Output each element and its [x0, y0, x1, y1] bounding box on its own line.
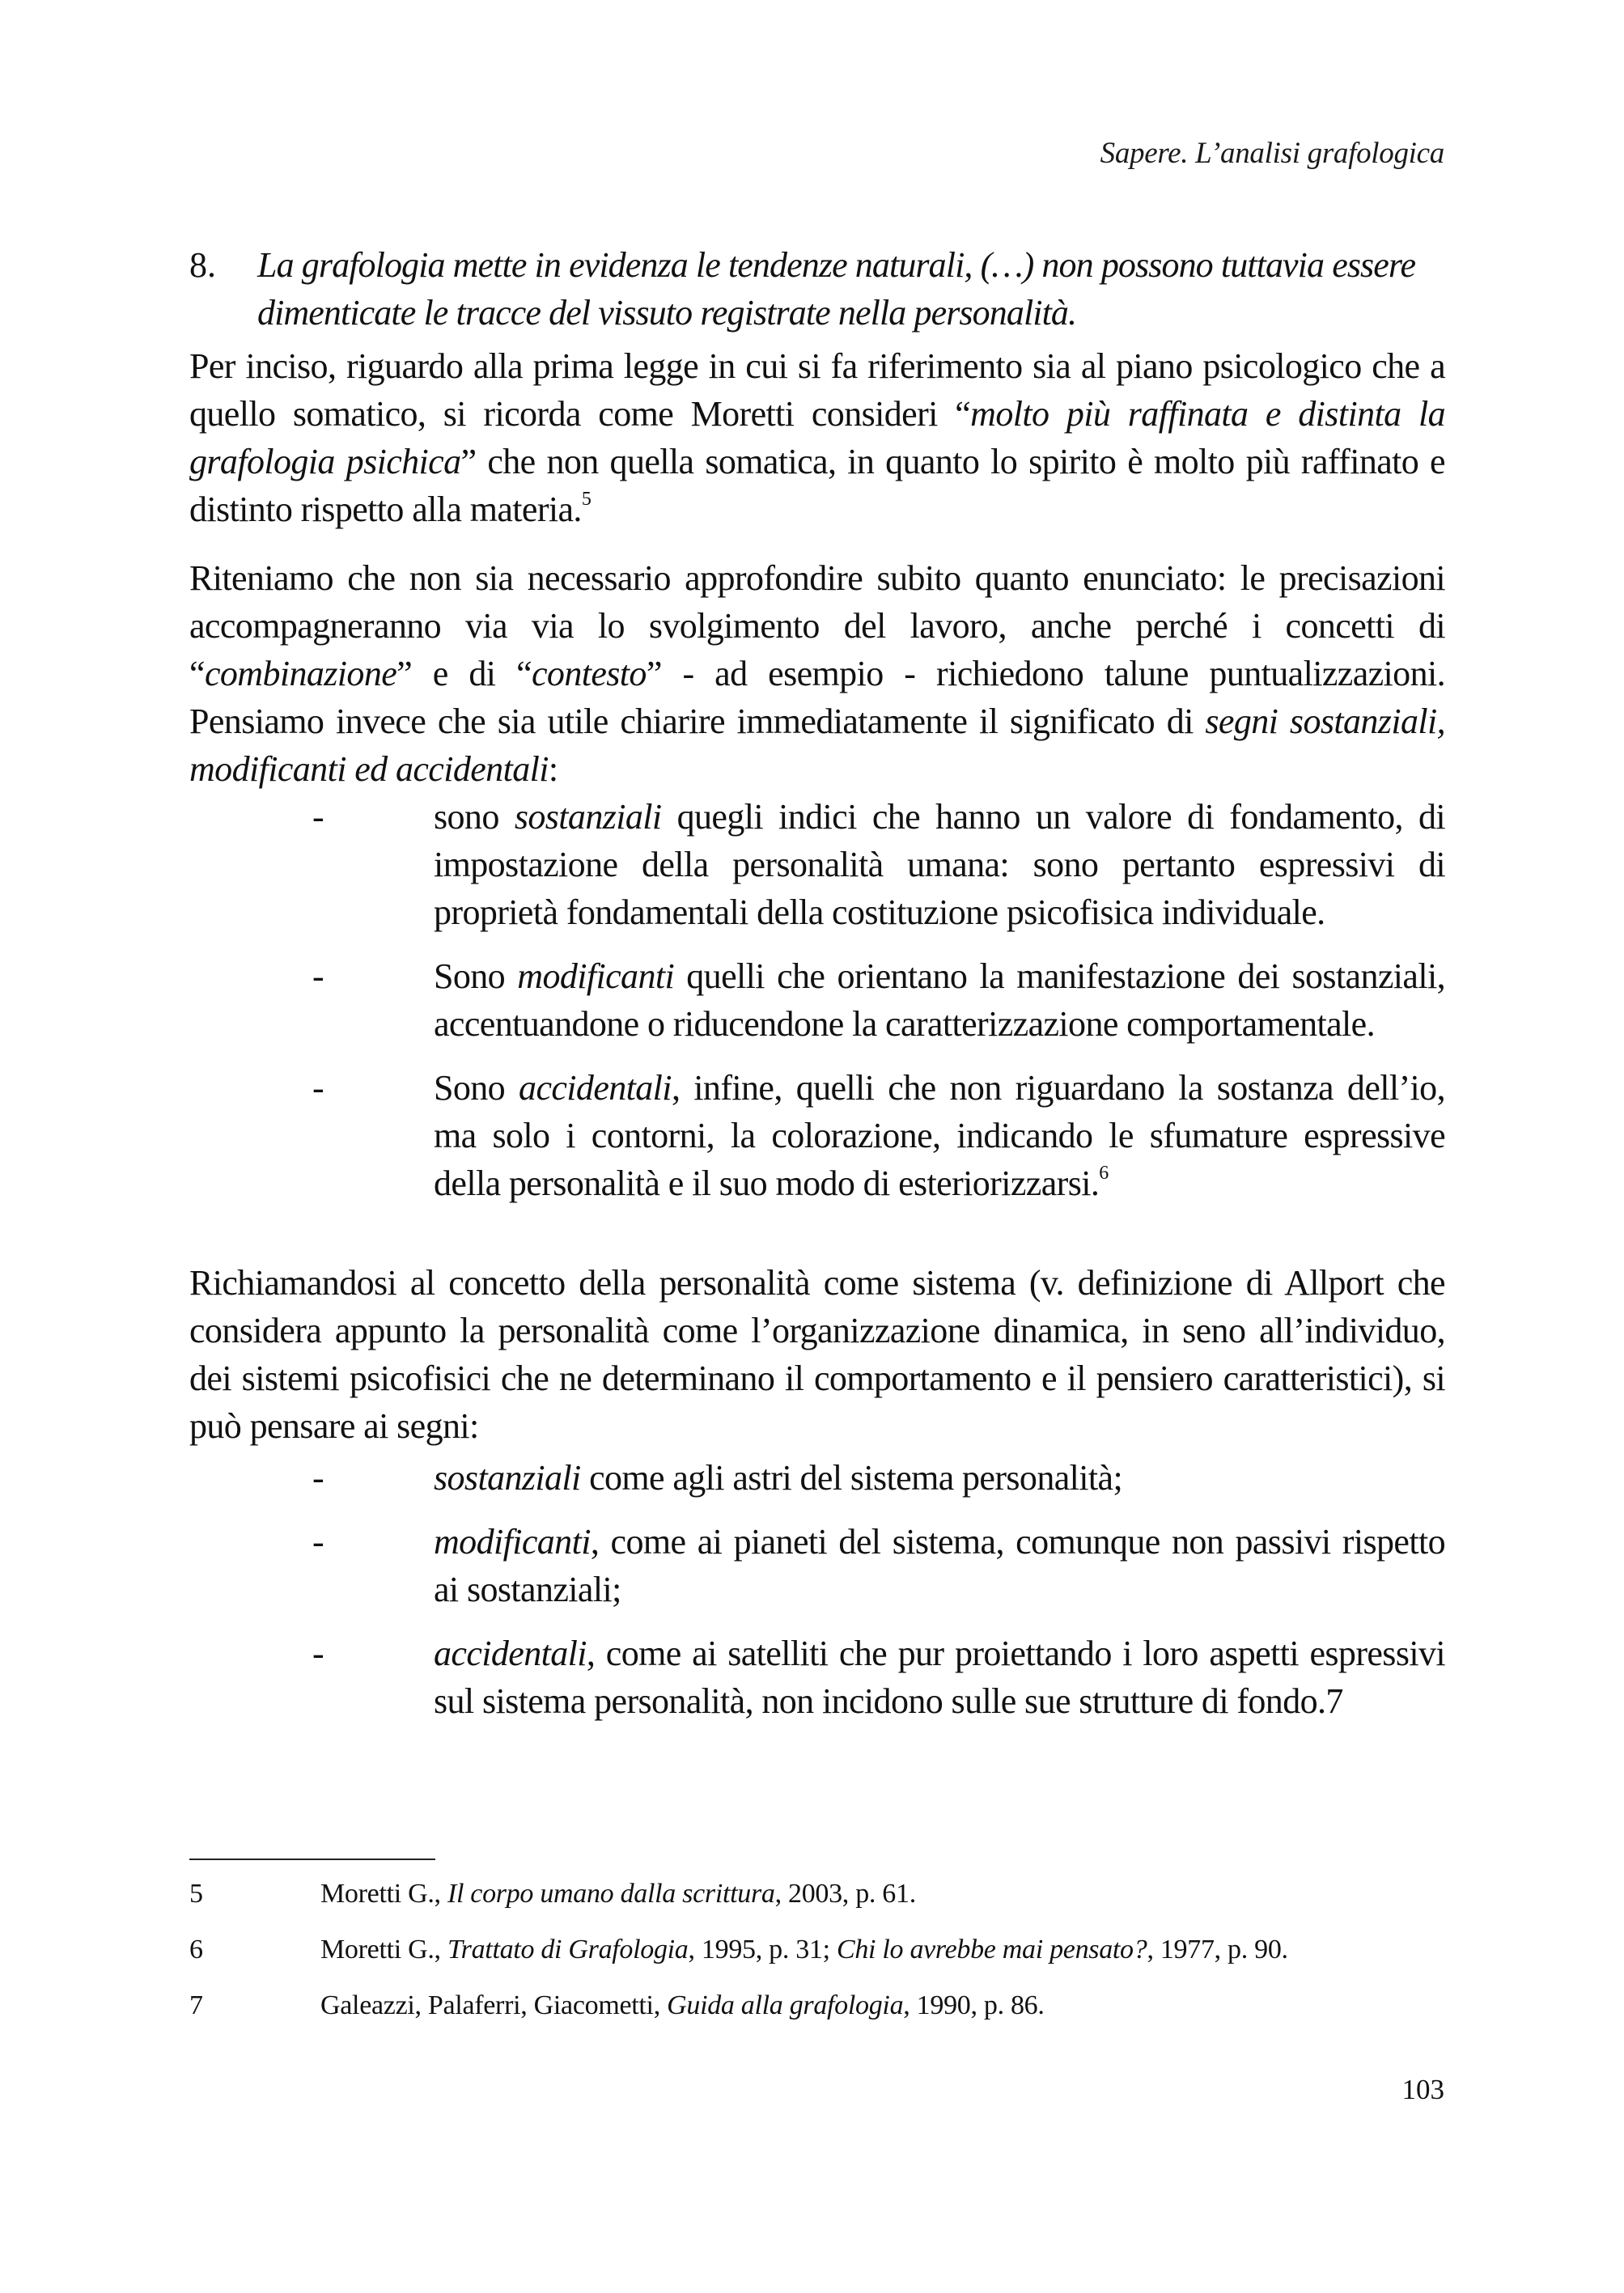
text-run: , 2003, p. 61.: [774, 1879, 916, 1909]
dash-bullet: -: [312, 1068, 324, 1108]
text-run: Riteniamo che non sia necessario approfondire subito quanto enunciato: le precisazioni accompagneranno via via lo svolgimento del lavoro, anche perché i concetti di “: [189, 558, 1445, 693]
dash-bullet: -: [312, 1522, 324, 1562]
footnote-text: [320, 1987, 1445, 2024]
dash-bullet: -: [312, 1634, 324, 1673]
bullet-list-definitions: [189, 793, 1445, 1223]
text-run: , infine, quelli che non riguardano la sostanza dell’io, ma solo i contorni, la colorazione, indicando le sfumature espressive della personalità e il suo modo di esteriorizzarsi.: [434, 1068, 1445, 1203]
footnote: [189, 1876, 1445, 1913]
dash-bullet: -: [312, 1458, 324, 1498]
list-item: [189, 1064, 1445, 1207]
footnote-number: 5: [189, 1879, 203, 1909]
text-run: come agli astri del sistema personalità;: [580, 1458, 1123, 1498]
italic-term: accidentali: [434, 1634, 587, 1673]
list-item: [189, 1454, 1445, 1502]
bullet-list-analogies: [189, 1454, 1445, 1741]
italic-title: Trattato di Grafologia: [447, 1935, 689, 1965]
italic-term: accidentali: [519, 1068, 672, 1108]
text-run: , 1977, p. 90.: [1147, 1935, 1288, 1965]
text-run: Galeazzi, Palaferri, Giacometti,: [320, 1990, 668, 2020]
italic-term: modificanti: [434, 1522, 591, 1562]
footnote: [189, 1931, 1445, 1969]
list-item-text: [434, 1064, 1445, 1207]
text-run: , come ai pianeti del sistema, comunque non passivi rispetto ai sostanziali;: [434, 1522, 1445, 1609]
dash-bullet: -: [312, 797, 324, 837]
text-run: , 1995, p. 31;: [688, 1935, 837, 1965]
text-run: sono: [434, 797, 515, 837]
italic-term: contesto: [532, 654, 647, 693]
text-run: , 1990, p. 86.: [903, 1990, 1045, 2020]
list-item: [189, 793, 1445, 936]
footnote-number: 6: [189, 1935, 203, 1965]
footnote-ref[interactable]: 6: [1099, 1163, 1109, 1185]
italic-title: Chi lo avrebbe mai pensato?: [836, 1935, 1147, 1965]
item-number: 8.: [189, 245, 216, 285]
text-run: ” che non quella somatica, in quanto lo spirito è molto più raffinato e distinto rispetto alla materia.: [189, 442, 1445, 529]
text-run: ” - ad esempio - richiedono talune puntualizzazioni. Pensiamo invece che sia utile chiarire immediatamente il significato di: [189, 654, 1446, 741]
numbered-law-item: [189, 241, 1445, 337]
text-run: Moretti G.,: [320, 1879, 447, 1909]
list-item-text: [434, 1454, 1445, 1502]
footnotes: [189, 1876, 1445, 2043]
italic-term: sostanziali: [514, 797, 662, 837]
page-number: 103: [1401, 2074, 1444, 2105]
italic-term: segni sostanziali, modificanti ed accidentali: [189, 701, 1445, 789]
list-item-text: [434, 952, 1445, 1048]
running-header: Sapere. L’analisi grafologica: [1100, 137, 1444, 170]
list-item-text: [434, 793, 1445, 936]
text-run: , come ai satelliti che pur proiettando i loro aspetti espressivi sul sistema personalità, non incidono sulle sue strutture di fondo.7: [434, 1634, 1445, 1721]
text-run: :: [548, 749, 558, 789]
paragraph-segni: [189, 554, 1445, 793]
text-run: Moretti G.,: [320, 1935, 447, 1965]
italic-quote: molto più raffinata e distinta la grafologia psichica: [189, 394, 1445, 481]
footnote-number: 7: [189, 1990, 203, 2020]
text-run: quelli che orientano la manifestazione dei sostanziali, accentuandone o riducendone la caratterizzazione comportamentale.: [434, 956, 1445, 1044]
italic-title: Il corpo umano dalla scrittura: [447, 1879, 775, 1909]
text-run: Per inciso, riguardo alla prima legge in cui si fa riferimento sia al piano psicologico che a quello somatico, si ricorda come Moretti consideri “: [189, 346, 1445, 434]
paragraph-moretti: [189, 342, 1445, 533]
text-run: Sono: [434, 1068, 519, 1108]
list-item: [189, 1630, 1445, 1725]
dash-bullet: -: [312, 956, 324, 996]
footnote-separator: [189, 1859, 435, 1860]
paragraph-allport: Richiamandosi al concetto della personalità come sistema (v. definizione di Allport che considera appunto la personalità come l’organizzazione dinamica, in seno all’individuo, dei sistemi psicofisici che ne determinano il comportamento e il pensiero caratteristici), si può pensare ai segni:: [189, 1263, 1445, 1446]
italic-term: modificanti: [517, 956, 675, 996]
list-item-text: [434, 1518, 1445, 1613]
text-run: ” e di “: [396, 654, 532, 693]
footnote: [189, 1987, 1445, 2024]
footnote-text: [320, 1931, 1445, 1969]
text-run: quegli indici che hanno un valore di fondamento, di impostazione della personalità umana: sono pertanto espressivi di proprietà fondamentali della costituzione psicofisica individuale.: [434, 797, 1446, 932]
list-item-text: [434, 1630, 1445, 1725]
italic-term: sostanziali: [434, 1458, 581, 1498]
footnote-text: [320, 1876, 1445, 1913]
italic-title: Guida alla grafologia: [667, 1990, 904, 2020]
list-item: [189, 1518, 1445, 1613]
item-quote: La grafologia mette in evidenza le tendenze naturali, (…) non possono tuttavia essere dimenticate le tracce del vissuto registrate nella personalità.: [257, 245, 1416, 333]
italic-term: combinazione: [204, 654, 397, 693]
list-item: [189, 952, 1445, 1048]
footnote-ref[interactable]: 5: [581, 489, 592, 511]
text-run: Sono: [434, 956, 518, 996]
